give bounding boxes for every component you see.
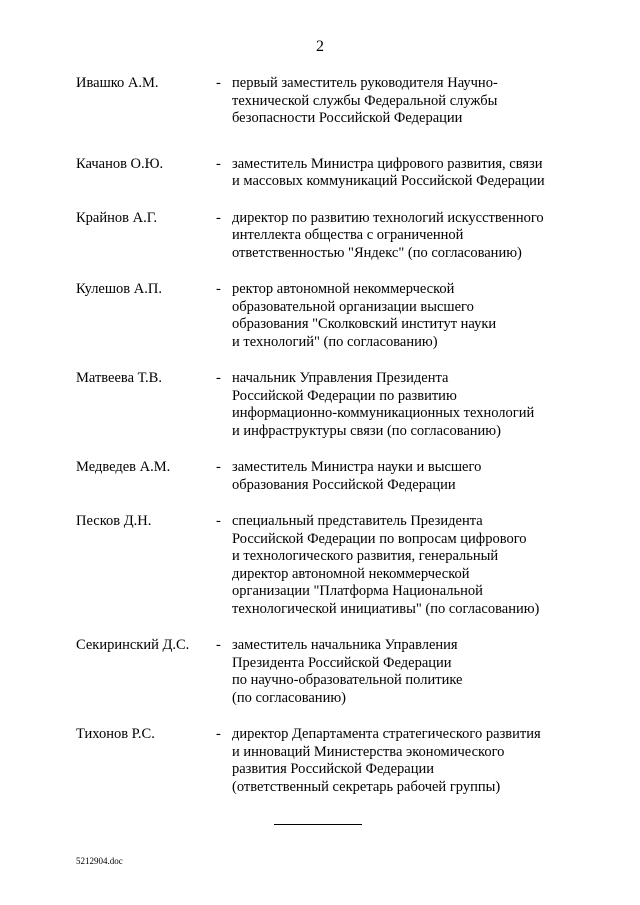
member-role-line: заместитель начальника Управления: [232, 637, 458, 653]
member-entry: [76, 156, 576, 191]
member-name: Песков Д.Н.: [76, 513, 152, 529]
member-role-line: образования "Сколковский институт науки: [232, 316, 497, 332]
member-role-line: и инноваций Министерства экономического: [232, 743, 505, 760]
member-name: Матвеева Т.В.: [76, 370, 162, 386]
member-role-line: начальник Управления Президента: [232, 370, 449, 386]
member-name: Качанов О.Ю.: [76, 155, 164, 172]
member-entry: [76, 210, 576, 263]
member-role-line: заместитель Министра цифрового развития, связи: [232, 155, 543, 172]
member-role: [232, 726, 552, 796]
member-role-line: технической службы Федеральной службы: [232, 92, 498, 109]
member-role-line: интеллекта общества с ограниченной: [232, 227, 464, 243]
member-role-line: безопасности Российской Федерации: [232, 110, 463, 126]
member-role-line: заместитель Министра науки и высшего: [232, 459, 482, 475]
member-entry: [76, 637, 576, 707]
member-role-line: Российской Федерации по развитию: [232, 387, 457, 404]
member-dash: -: [216, 637, 221, 653]
member-role-line: (ответственный секретарь рабочей группы): [232, 778, 501, 795]
member-role-line: (по согласованию): [232, 689, 346, 706]
member-name: Секиринский Д.С.: [76, 637, 190, 653]
member-role-line: директор по развитию технологий искусственного: [232, 209, 544, 226]
member-dash: -: [216, 209, 221, 226]
member-dash: -: [216, 726, 221, 742]
member-role-line: развития Российской Федерации: [232, 761, 434, 777]
member-entry: [76, 75, 576, 128]
member-role-line: ректор автономной некоммерческой: [232, 281, 455, 297]
member-list: [76, 75, 576, 796]
member-name: Ивашко А.М.: [76, 75, 159, 91]
member-dash: -: [216, 155, 221, 172]
member-role-line: образования Российской Федерации: [232, 476, 456, 493]
member-dash: -: [216, 459, 221, 475]
member-entry: [76, 459, 576, 494]
member-role-line: Российской Федерации по вопросам цифрового: [232, 530, 527, 547]
member-role: [232, 637, 552, 707]
member-dash: -: [216, 513, 221, 529]
member-role-line: и технологий" (по согласованию): [232, 333, 438, 350]
member-role: [232, 370, 552, 440]
member-role-line: и технологического развития, генеральный: [232, 548, 499, 564]
member-role-line: и инфраструктуры связи (по согласованию): [232, 422, 501, 439]
member-dash: -: [216, 370, 221, 386]
member-role-line: образовательной организации высшего: [232, 298, 474, 315]
member-role: [232, 459, 552, 494]
member-entry: [76, 726, 576, 796]
member-entry: [76, 281, 576, 351]
member-role-line: Президента Российской Федерации: [232, 654, 452, 671]
member-role: [232, 281, 552, 351]
member-role-line: директор автономной некоммерческой: [232, 565, 470, 582]
member-role-line: директор Департамента стратегического развития: [232, 726, 541, 742]
member-entry: [76, 513, 576, 618]
member-name: Тихонов Р.С.: [76, 726, 155, 742]
member-dash: -: [216, 281, 221, 297]
footer-rule: [274, 824, 362, 825]
document-id: 5212904.doc: [76, 856, 123, 866]
member-role-line: ответственностью "Яндекс" (по согласованию): [232, 244, 522, 261]
member-role-line: по научно-образовательной политике: [232, 672, 463, 688]
member-dash: -: [216, 75, 221, 91]
member-role-line: специальный представитель Президента: [232, 513, 483, 529]
member-role-line: технологической инициативы" (по согласованию): [232, 600, 540, 617]
member-role-line: и массовых коммуникаций Российской Федерации: [232, 173, 545, 189]
member-role: [232, 156, 552, 191]
member-role: [232, 210, 552, 263]
member-entry: [76, 370, 576, 440]
member-role-line: организации "Платформа Национальной: [232, 583, 483, 599]
member-role: [232, 513, 552, 618]
page-number: 2: [316, 38, 324, 55]
member-role: [232, 75, 552, 128]
member-name: Медведев А.М.: [76, 459, 171, 475]
member-role-line: информационно-коммуникационных технологий: [232, 405, 535, 421]
member-name: Крайнов А.Г.: [76, 209, 158, 226]
member-role-line: первый заместитель руководителя Научно-: [232, 75, 498, 91]
member-name: Кулешов А.П.: [76, 281, 162, 297]
